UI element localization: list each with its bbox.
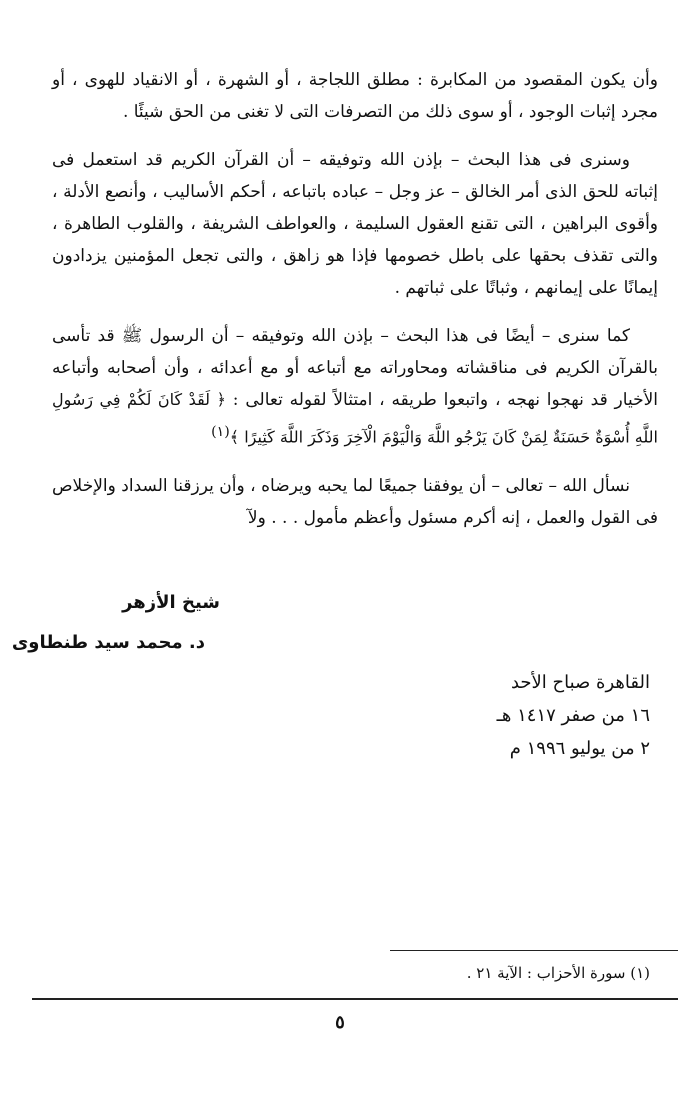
paragraph-3 <box>52 320 658 454</box>
footnote-divider <box>390 950 678 951</box>
paragraph-1: وأن يكون المقصود من المكابرة : مطلق اللجاجة ، أو الشهرة ، أو الانقياد للهوى ، أو مجرد إثبات الوجود ، أو سوى ذلك من التصرفات التى لا تغنى من الحق شيئًا . <box>52 70 658 122</box>
date-line-2: ١٦ من صفر ١٤١٧ هـ <box>496 705 650 726</box>
closing-word: ولآ <box>247 507 266 528</box>
footnote: (١) سورة الأحزاب : الآية ٢١ . <box>466 964 650 982</box>
page-footer-rule <box>32 998 678 1000</box>
paragraph-2: وسنرى فى هذا البحث – بإذن الله وتوفيقه – أن القرآن الكريم قد استعمل فى إثباته للحق الذى أمر الخالق – عز وجل – عباده باتباعه ، أحكم الأساليب ، وأنصع الأدلة ، وأقوى البراهين ، التى تقنع العقول السليمة ، والعواطف الشريفة ، والقلوب الطاهرة ، والتى تقذف بحقها على باطل خصومها فإذا هو زاهق ، والتى تجعل المؤمنين يزدادون إيمانًا على إيمانهم ، وثباتًا على ثباتهم . <box>52 150 659 298</box>
signature-name: د. محمد سيد طنطاوى <box>11 632 205 653</box>
paragraph-4 <box>52 470 658 534</box>
quran-quote: ﴿ لَقَدْ كَانَ لَكُمْ فِي رَسُولِ اللَّهِ أُسْوَةٌ حَسَنَةٌ لِمَنْ كَانَ يَرْجُو اللَّهَ وَالْيَوْمَ الْآخِرَ وَذَكَرَ اللَّهَ كَثِيرًا ﴾ <box>52 390 658 447</box>
page-number: ٥ <box>335 1012 345 1033</box>
footnote-marker: (١) <box>211 424 230 440</box>
date-line-3: ٢ من يوليو ١٩٩٦ م <box>509 738 650 759</box>
signature-title: شيخ الأزهر <box>122 592 220 613</box>
date-block <box>497 666 650 765</box>
paragraph-3-text: كما سنرى – أيضًا فى هذا البحث – بإذن الله وتوفيقه – أن الرسول ﷺ قد تأسى بالقرآن الكريم فى مناقشاته ومحاوراته مع أتباعه أو مع أعدائه ، وأن أصحابه وأتباعه الأخيار قد نهجوا نهجه ، واتبعوا طريقه ، امتثالاً لقوله تعالى : <box>52 326 659 410</box>
body-text <box>52 64 658 550</box>
paragraph-4-text: نسأل الله – تعالى – أن يوفقنا جميعًا لما يحبه ويرضاه ، وأن يرزقنا السداد والإخلاص فى القول والعمل ، إنه أكرم مسئول وأعظم مأمول . . . <box>52 475 658 528</box>
date-line-1: القاهرة صباح الأحد <box>510 672 650 693</box>
